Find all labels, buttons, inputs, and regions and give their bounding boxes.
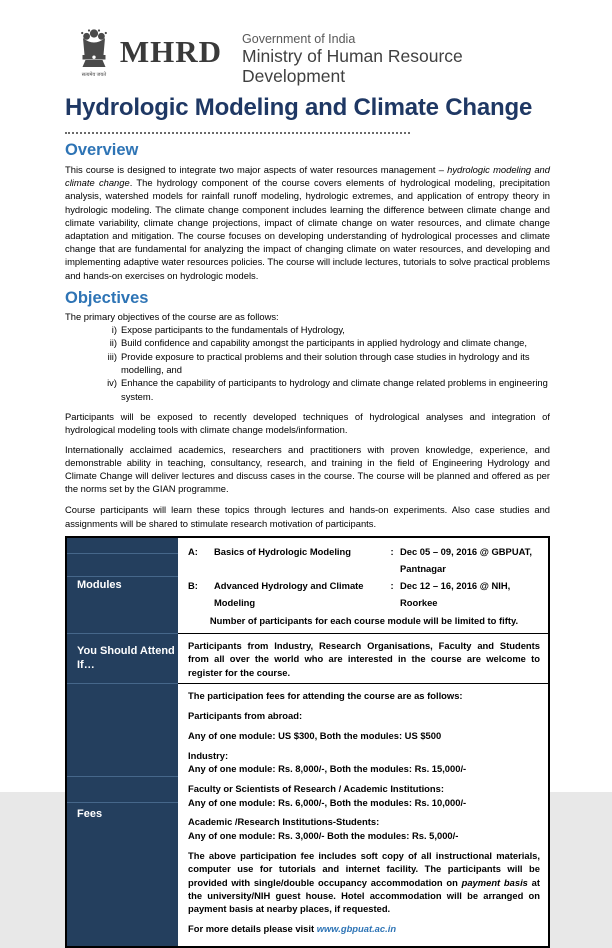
- ministry-line: Ministry of Human Resource Development: [242, 46, 463, 86]
- fees-note-pre: The above participation fee includes soft copy of all instructional materials, computer use for tutorials and internet facility. The participants will be provided with single/double occupancy accommodation on: [188, 849, 540, 888]
- module-b-key: B:: [188, 579, 198, 591]
- list-item: [101, 350, 550, 377]
- cell-divider: [67, 802, 178, 803]
- fees-group-label: Participants from abroad:: [188, 710, 303, 722]
- modules-note: Number of participants for each course module will be limited to fifty.: [209, 614, 519, 626]
- overview-heading: Overview: [65, 141, 139, 159]
- overview-paragraph: [65, 163, 550, 282]
- fees-group-value: Any of one module: Rs. 6,000/-, Both the modules: Rs. 10,000/-: [188, 796, 467, 808]
- fees-group-value: Any of one module: Rs. 8,000/-, Both the modules: Rs. 15,000/-: [188, 763, 467, 775]
- table-row-attend: [67, 633, 548, 683]
- fees-note-italic: payment basis: [461, 876, 528, 888]
- objectives-paragraph-1: Participants will be exposed to recently developed techniques of hydrological analyses and integration of hydrological modeling tools with climate change models/information.: [65, 411, 550, 436]
- objectives-paragraph-3: Course participants will learn these topics through lectures and hands-on experiments. Also case studies and assignments will be shared to stimulate research motivation of participants.: [65, 504, 550, 529]
- objectives-paragraph-2: Internationally acclaimed academics, researchers and practitioners with proven knowledge, experience, and demonstrable ability in teaching, consultancy, research, and training in the field of Engineering Hydrology and Climate Change will deliver lectures and discuss cases in the course. The course will be planned and offered as per the norms set by the GIAN programme.: [65, 443, 550, 495]
- list-marker: ii): [109, 337, 117, 349]
- fees-group-value: Any of one module: US $300, Both the modules: US $500: [188, 729, 442, 741]
- modules-content-cell: [178, 538, 548, 633]
- module-b-row: [188, 577, 540, 611]
- attend-text: Participants from Industry, Research Organisations, Faculty and Students from all over the world who are interested in the course are welcome to register for the course.: [188, 639, 540, 678]
- list-item-text: Enhance the capability of participants to hydrology and climate change related problems in engineering system.: [121, 377, 548, 402]
- ministry-abbreviation: MHRD: [119, 34, 223, 69]
- attend-label-cell: [67, 633, 178, 683]
- modules-label: Modules: [77, 578, 122, 591]
- course-info-table: [65, 536, 550, 948]
- more-details-line: [188, 922, 540, 935]
- objectives-intro: The primary objectives of the course are as follows:: [65, 310, 279, 322]
- overview-text-italic: hydrologic modeling and climate change: [65, 164, 550, 189]
- module-b-schedule: Dec 12 – 16, 2016 @ NIH, Roorkee: [400, 579, 511, 608]
- fees-group-label: Industry:: [188, 749, 229, 761]
- list-marker: iv): [107, 377, 117, 389]
- dotted-divider: [65, 131, 410, 134]
- cell-divider: [67, 576, 178, 577]
- module-a-name: Basics of Hydrologic Modeling: [214, 545, 351, 557]
- fees-label-cell: [67, 683, 178, 946]
- emblem-of-india-icon: [79, 28, 109, 72]
- module-a-key: A:: [188, 545, 198, 557]
- cell-divider: [67, 776, 178, 777]
- list-item-text: Provide exposure to practical problems and their solution through case studies in hydrology and its modelling, and: [121, 350, 530, 376]
- list-item: [101, 376, 550, 403]
- header: [65, 26, 550, 86]
- page-title: Hydrologic Modeling and Climate Change: [65, 94, 533, 121]
- fees-group-value: Any of one module: Rs. 3,000/- Both the modules: Rs. 5,000/-: [188, 829, 459, 841]
- overview-text-pre: This course is designed to integrate two major aspects of water resources management –: [65, 164, 448, 175]
- list-item-text: Expose participants to the fundamentals of Hydrology,: [121, 323, 345, 335]
- modules-label-cell: [67, 538, 178, 633]
- list-marker: iii): [107, 350, 117, 362]
- attend-label: You Should Attend If…: [77, 645, 175, 671]
- more-details-text: For more details please visit: [188, 923, 317, 935]
- fees-content-cell: [178, 683, 548, 946]
- website-link[interactable]: www.gbpuat.ac.in: [316, 923, 397, 935]
- module-a-separator: :: [390, 545, 394, 557]
- overview-text-post: . The hydrology component of the course covers elements of hydrological modeling, precipitation analysis, watershed models for rainfall runoff modeling, hydrologic extremes, and application of entropy theory in hydrologic modeling. The climate change component includes learning the difference between climate change and climate variability, climate change projections, impact of climate change on water resources, and climate change adaptation and mitigation. The course focuses on developing understanding of hydrological processes and climate change that are fundamental for analyzing the impact of changing climate on water resources, and developing and implementing adaptive water resources policies. The course will include lectures, tutorials to solve practical problems and hands-on exercises on hydrologic models.: [65, 177, 550, 281]
- emblem-of-india: [78, 26, 110, 78]
- module-b-separator: :: [390, 579, 394, 591]
- module-a-schedule: Dec 05 – 09, 2016 @ GBPUAT, Pantnagar: [400, 545, 532, 574]
- module-b-name: Advanced Hydrology and Climate Modeling: [214, 579, 364, 608]
- module-a-row: [188, 543, 540, 577]
- list-item-text: Build confidence and capability amongst the participants in applied hydrology and climate change,: [121, 337, 527, 349]
- objectives-list: [101, 323, 550, 403]
- fees-label: Fees: [77, 808, 103, 821]
- table-row-fees: [67, 683, 548, 946]
- objectives-heading: Objectives: [65, 288, 149, 307]
- fees-note: [188, 849, 540, 916]
- list-marker: i): [111, 323, 117, 335]
- cell-divider: [67, 553, 178, 554]
- list-item: [101, 323, 550, 336]
- table-row-modules: [67, 538, 548, 633]
- attend-content-cell: [178, 633, 548, 683]
- fees-group-label: Faculty or Scientists of Research / Academic Institutions:: [188, 783, 444, 795]
- fees-note-post: at the university/NIH guest house. Hotel accommodation will be arranged on payment basis at nearby places, if requested.: [188, 876, 540, 915]
- government-line: Government of India: [242, 32, 356, 46]
- emblem-motto: सत्यमेव जयते: [81, 72, 107, 78]
- ministry-name-block: [242, 32, 550, 86]
- fees-intro: The participation fees for attending the course are as follows:: [188, 690, 463, 702]
- list-item: [101, 336, 550, 349]
- fees-group-label: Academic /Research Institutions-Students:: [188, 816, 380, 828]
